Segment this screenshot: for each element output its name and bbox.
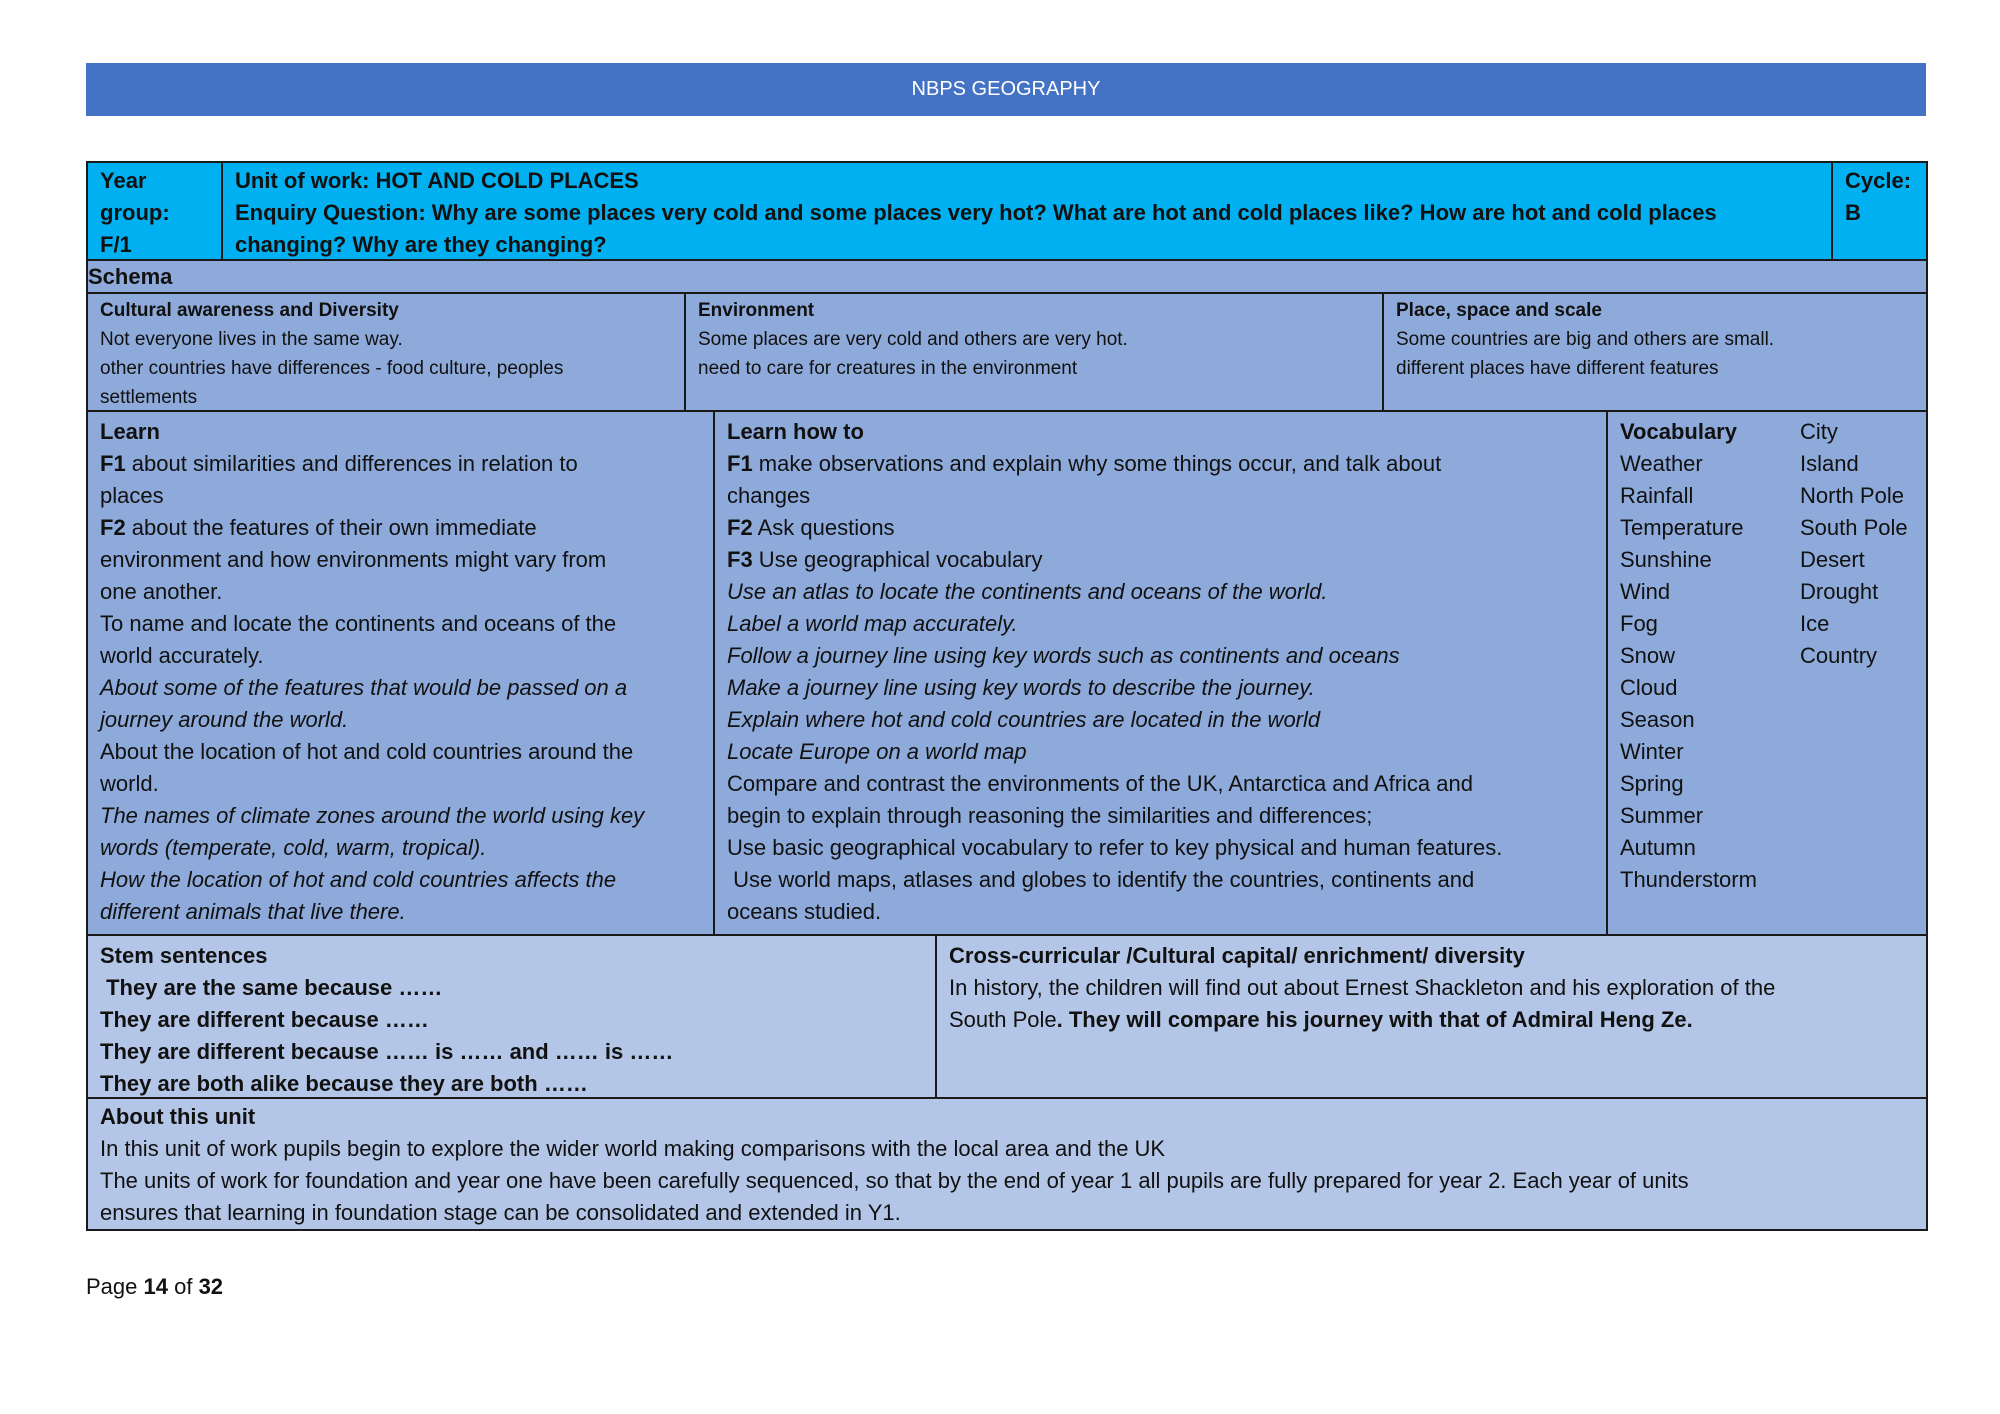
- stem-sentence: They are both alike because they are both ……: [100, 1071, 588, 1096]
- current-page: 14: [143, 1274, 168, 1299]
- vocabulary-word: Cloud: [1620, 675, 1678, 700]
- group-label: group:: [100, 200, 170, 225]
- learn-item: About the location of hot and cold countries around the: [100, 739, 634, 764]
- learn-how-heading: Learn how to: [727, 419, 864, 444]
- learn-item: different animals that live there.: [100, 899, 406, 924]
- place-line: Some countries are big and others are small.: [1396, 329, 1775, 350]
- vocabulary-word: City: [1800, 419, 1838, 444]
- vocabulary-column-1: [1620, 416, 1800, 896]
- learn-how-item: Compare and contrast the environments of the UK, Antarctica and Africa and: [727, 771, 1473, 796]
- vocabulary-word: North Pole: [1800, 483, 1904, 508]
- vocabulary-word: Wind: [1620, 579, 1671, 604]
- learn-item: environment and how environments might vary from: [100, 547, 607, 572]
- document-banner: NBPS GEOGRAPHY: [86, 63, 1926, 116]
- about-line: The units of work for foundation and year one have been carefully sequenced, so that by the end of year 1 all pupils are fully prepared for year 2. Each year of units: [100, 1168, 1689, 1193]
- stem-row: [88, 936, 1926, 1099]
- learn-how-item: Explain where hot and cold countries are located in the world: [727, 707, 1321, 732]
- cycle-cell: [1833, 163, 1926, 259]
- cross-curricular-cell: [937, 936, 1926, 1097]
- group-value: F/1: [100, 232, 132, 257]
- vocabulary-word: Drought: [1800, 579, 1879, 604]
- learn-heading: Learn: [100, 419, 160, 444]
- about-row: [88, 1099, 1926, 1229]
- vocabulary-word: Island: [1800, 451, 1859, 476]
- objective-code: F1: [100, 451, 126, 476]
- learn-how-item: oceans studied.: [727, 899, 882, 924]
- vocabulary-cell: [1608, 412, 1926, 934]
- cultural-line: Not everyone lives in the same way.: [100, 329, 403, 350]
- learn-item: F2 about the features of their own immediate: [100, 515, 537, 540]
- learn-item: places: [100, 483, 164, 508]
- cross-curricular-text: In history, the children will find out about Ernest Shackleton and his exploration of the: [949, 975, 1776, 1000]
- vocabulary-word: Ice: [1800, 611, 1830, 636]
- environment-heading: Environment: [698, 300, 815, 321]
- learn-item: About some of the features that would be passed on a: [100, 675, 628, 700]
- learn-item: words (temperate, cold, warm, tropical).: [100, 835, 487, 860]
- about-unit-cell: [88, 1099, 1926, 1229]
- learn-item: world accurately.: [100, 643, 264, 668]
- vocabulary-word: Autumn: [1620, 835, 1696, 860]
- cultural-line: other countries have differences - food culture, peoples: [100, 358, 564, 379]
- learn-item: The names of climate zones around the world using key: [100, 803, 645, 828]
- learn-item: How the location of hot and cold countries affects the: [100, 867, 617, 892]
- learn-how-cell: [715, 412, 1608, 934]
- cultural-heading: Cultural awareness and Diversity: [100, 300, 399, 321]
- learn-row: [88, 412, 1926, 936]
- vocabulary-word: Fog: [1620, 611, 1658, 636]
- vocabulary-word: South Pole: [1800, 515, 1908, 540]
- learn-item: one another.: [100, 579, 223, 604]
- environment-cell: [686, 294, 1384, 410]
- cycle-label: Cycle:: [1845, 168, 1912, 193]
- header-row: [88, 163, 1926, 261]
- stem-sentence: They are the same because ……: [100, 975, 443, 1000]
- vocabulary-word: Thunderstorm: [1620, 867, 1757, 892]
- schema-heading: Schema: [88, 261, 1926, 294]
- learn-how-item: F2 Ask questions: [727, 515, 895, 540]
- vocabulary-word: Weather: [1620, 451, 1703, 476]
- vocabulary-word: Summer: [1620, 803, 1704, 828]
- learn-how-item: Locate Europe on a world map: [727, 739, 1027, 764]
- page-number: Page 14 of 32: [86, 1274, 224, 1299]
- learn-item: journey around the world.: [100, 707, 349, 732]
- learn-how-item: Follow a journey line using key words such as continents and oceans: [727, 643, 1400, 668]
- learn-how-item: Use an atlas to locate the continents and oceans of the world.: [727, 579, 1328, 604]
- year-group-cell: [88, 163, 223, 259]
- place-space-scale-cell: [1384, 294, 1926, 410]
- year-label: Year: [100, 168, 147, 193]
- cultural-line: settlements: [100, 387, 198, 408]
- stem-sentence: They are different because ……: [100, 1007, 429, 1032]
- learn-how-item: Use world maps, atlases and globes to identify the countries, continents and: [727, 867, 1475, 892]
- learn-how-item: Use basic geographical vocabulary to refer to key physical and human features.: [727, 835, 1503, 860]
- vocabulary-column-2: [1800, 416, 1908, 896]
- unit-title: Unit of work: HOT AND COLD PLACES: [235, 168, 639, 193]
- cross-curricular-text: South Pole. They will compare his journey with that of Admiral Heng Ze.: [949, 1007, 1693, 1032]
- objective-code: F1: [727, 451, 753, 476]
- learn-cell: [88, 412, 715, 934]
- stem-heading: Stem sentences: [100, 943, 268, 968]
- objective-code: F2: [100, 515, 126, 540]
- learn-how-item: F3 Use geographical vocabulary: [727, 547, 1043, 572]
- learn-item: F1 about similarities and differences in relation to: [100, 451, 578, 476]
- learn-how-item: changes: [727, 483, 811, 508]
- learn-how-item: begin to explain through reasoning the similarities and differences;: [727, 803, 1373, 828]
- vocabulary-word: Season: [1620, 707, 1695, 732]
- vocabulary-word: Winter: [1620, 739, 1684, 764]
- about-line: In this unit of work pupils begin to explore the wider world making comparisons with the local area and the UK: [100, 1136, 1166, 1161]
- vocabulary-word: Temperature: [1620, 515, 1744, 540]
- cross-curricular-heading: Cross-curricular /Cultural capital/ enrichment/ diversity: [949, 943, 1525, 968]
- objective-code: F2: [727, 515, 753, 540]
- learn-how-item: F1 make observations and explain why some things occur, and talk about: [727, 451, 1442, 476]
- vocabulary-columns: [1620, 416, 1914, 896]
- curriculum-table: [86, 161, 1928, 1231]
- about-line: ensures that learning in foundation stage can be consolidated and extended in Y1.: [100, 1200, 901, 1225]
- vocabulary-heading: Vocabulary: [1620, 419, 1737, 444]
- vocabulary-word: Snow: [1620, 643, 1676, 668]
- learn-item: To name and locate the continents and oceans of the: [100, 611, 617, 636]
- cycle-value: B: [1845, 200, 1861, 225]
- schema-row: [88, 294, 1926, 412]
- environment-line: need to care for creatures in the environment: [698, 358, 1078, 379]
- vocabulary-word: Sunshine: [1620, 547, 1712, 572]
- learn-how-item: Label a world map accurately.: [727, 611, 1018, 636]
- vocabulary-word: Spring: [1620, 771, 1684, 796]
- stem-sentence: They are different because …… is …… and …… is ……: [100, 1039, 674, 1064]
- about-heading: About this unit: [100, 1104, 256, 1129]
- environment-line: Some places are very cold and others are very hot.: [698, 329, 1128, 350]
- learn-how-item: Make a journey line using key words to describe the journey.: [727, 675, 1315, 700]
- place-line: different places have different features: [1396, 358, 1719, 379]
- vocabulary-word: Country: [1800, 643, 1878, 668]
- place-heading: Place, space and scale: [1396, 300, 1602, 321]
- cultural-awareness-cell: [88, 294, 686, 410]
- unit-cell: [223, 163, 1833, 259]
- enquiry-question-line1: Enquiry Question: Why are some places very cold and some places very hot? What are hot and cold places like? How are hot and cold places: [235, 200, 1717, 225]
- objective-code: F3: [727, 547, 753, 572]
- learn-item: world.: [100, 771, 159, 796]
- total-pages: 32: [198, 1274, 224, 1299]
- stem-sentences-cell: [88, 936, 937, 1097]
- vocabulary-word: Rainfall: [1620, 483, 1694, 508]
- vocabulary-word: Desert: [1800, 547, 1865, 572]
- enquiry-question-line2: changing? Why are they changing?: [235, 232, 607, 257]
